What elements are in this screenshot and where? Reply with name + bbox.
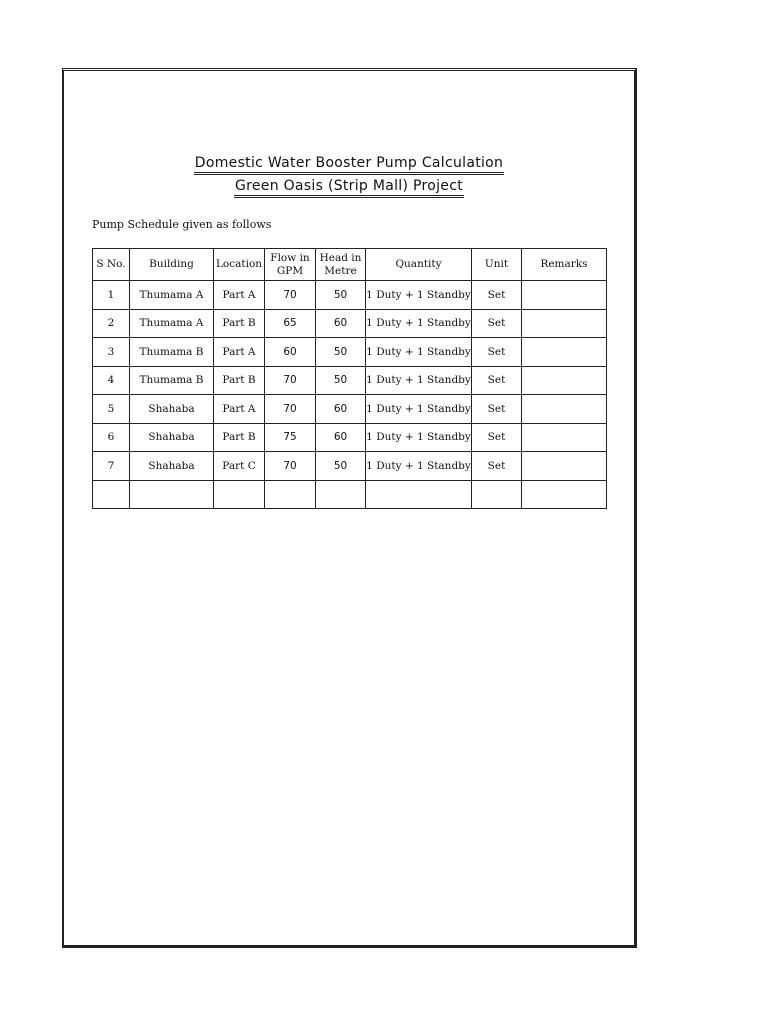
cell-remarks xyxy=(522,423,607,452)
cell-quantity: 1 Duty + 1 Standby xyxy=(366,338,472,367)
empty-cell xyxy=(130,480,214,509)
cell-head: 60 xyxy=(316,423,366,452)
cell-head: 60 xyxy=(316,309,366,338)
header-location: Location xyxy=(214,249,265,281)
cell-quantity: 1 Duty + 1 Standby xyxy=(366,309,472,338)
empty-cell xyxy=(93,480,130,509)
intro-text: Pump Schedule given as follows xyxy=(92,218,272,231)
cell-quantity: 1 Duty + 1 Standby xyxy=(366,395,472,424)
header-head xyxy=(316,249,366,281)
header-flow-text: Flow in GPM xyxy=(270,251,310,277)
cell-building: Thumama A xyxy=(130,309,214,338)
project-title: Green Oasis (Strip Mall) Project xyxy=(234,178,464,198)
cell-remarks xyxy=(522,395,607,424)
cell-flow: 75 xyxy=(265,423,316,452)
cell-sno: 1 xyxy=(93,281,130,310)
cell-building: Shahaba xyxy=(130,423,214,452)
cell-flow: 60 xyxy=(265,338,316,367)
cell-building: Thumama A xyxy=(130,281,214,310)
table-row xyxy=(93,452,607,481)
empty-cell xyxy=(265,480,316,509)
document-page xyxy=(62,68,637,948)
table-row xyxy=(93,395,607,424)
cell-unit: Set xyxy=(472,281,522,310)
empty-cell xyxy=(316,480,366,509)
cell-sno: 5 xyxy=(93,395,130,424)
cell-unit: Set xyxy=(472,366,522,395)
header-remarks: Remarks xyxy=(522,249,607,281)
cell-location: Part C xyxy=(214,452,265,481)
empty-cell xyxy=(214,480,265,509)
cell-unit: Set xyxy=(472,309,522,338)
table-row xyxy=(93,423,607,452)
document-title: Domestic Water Booster Pump Calculation xyxy=(194,155,504,175)
cell-head: 50 xyxy=(316,338,366,367)
table-row xyxy=(93,338,607,367)
header-building: Building xyxy=(130,249,214,281)
table-header-row xyxy=(93,249,607,281)
cell-remarks xyxy=(522,309,607,338)
document-title-block xyxy=(64,155,634,201)
pump-schedule-table xyxy=(92,248,607,509)
cell-sno: 3 xyxy=(93,338,130,367)
cell-quantity: 1 Duty + 1 Standby xyxy=(366,281,472,310)
cell-quantity: 1 Duty + 1 Standby xyxy=(366,452,472,481)
cell-unit: Set xyxy=(472,395,522,424)
cell-location: Part B xyxy=(214,366,265,395)
cell-building: Thumama B xyxy=(130,338,214,367)
cell-remarks xyxy=(522,452,607,481)
empty-cell xyxy=(366,480,472,509)
cell-flow: 70 xyxy=(265,395,316,424)
cell-location: Part B xyxy=(214,309,265,338)
cell-sno: 4 xyxy=(93,366,130,395)
cell-quantity: 1 Duty + 1 Standby xyxy=(366,366,472,395)
table-row-empty xyxy=(93,480,607,509)
cell-flow: 65 xyxy=(265,309,316,338)
cell-sno: 6 xyxy=(93,423,130,452)
cell-flow: 70 xyxy=(265,452,316,481)
header-unit: Unit xyxy=(472,249,522,281)
cell-sno: 7 xyxy=(93,452,130,481)
table-row xyxy=(93,366,607,395)
cell-flow: 70 xyxy=(265,366,316,395)
cell-unit: Set xyxy=(472,423,522,452)
cell-unit: Set xyxy=(472,452,522,481)
cell-location: Part A xyxy=(214,338,265,367)
cell-sno: 2 xyxy=(93,309,130,338)
header-head-text: Head in Metre xyxy=(319,251,362,277)
table-row xyxy=(93,281,607,310)
cell-remarks xyxy=(522,281,607,310)
cell-quantity: 1 Duty + 1 Standby xyxy=(366,423,472,452)
cell-flow: 70 xyxy=(265,281,316,310)
cell-head: 50 xyxy=(316,366,366,395)
cell-remarks xyxy=(522,366,607,395)
empty-cell xyxy=(472,480,522,509)
cell-head: 60 xyxy=(316,395,366,424)
cell-building: Shahaba xyxy=(130,452,214,481)
cell-head: 50 xyxy=(316,281,366,310)
cell-unit: Set xyxy=(472,338,522,367)
table-row xyxy=(93,309,607,338)
cell-building: Thumama B xyxy=(130,366,214,395)
cell-head: 50 xyxy=(316,452,366,481)
cell-building: Shahaba xyxy=(130,395,214,424)
header-flow xyxy=(265,249,316,281)
empty-cell xyxy=(522,480,607,509)
cell-location: Part A xyxy=(214,395,265,424)
cell-remarks xyxy=(522,338,607,367)
header-sno: S No. xyxy=(93,249,130,281)
cell-location: Part A xyxy=(214,281,265,310)
cell-location: Part B xyxy=(214,423,265,452)
header-quantity: Quantity xyxy=(366,249,472,281)
